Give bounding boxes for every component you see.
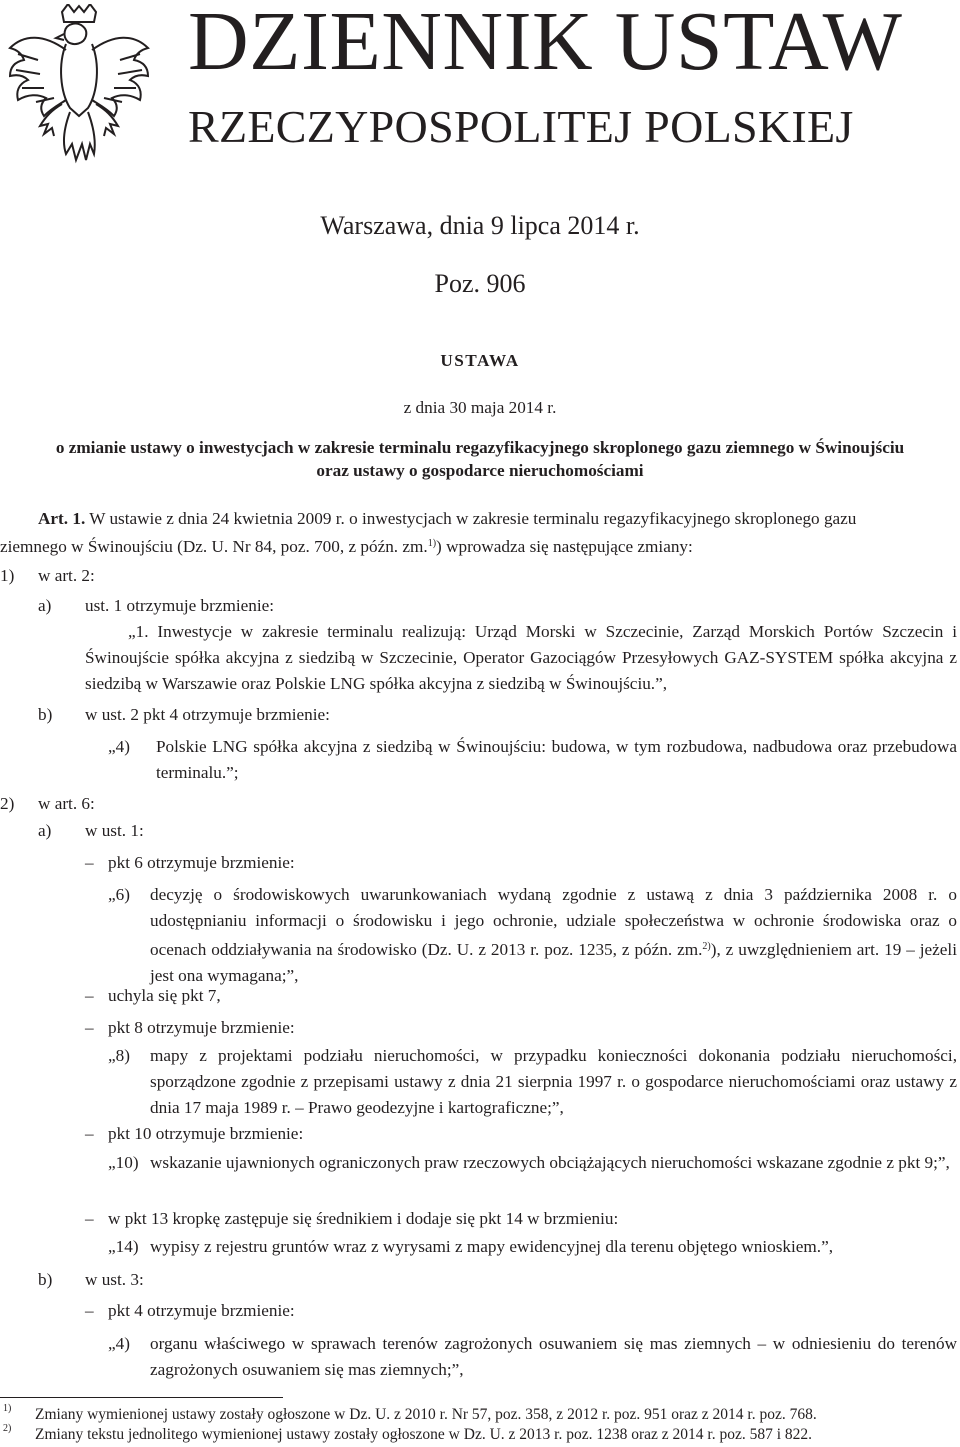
dash-2: – [85, 986, 94, 1005]
footnote-2-mark: 2) [3, 1423, 12, 1434]
quote-6-text-a: decyzję o środowiskowych uwarunkowaniach wydaną zgodnie z ustawą z dnia 3 października 2008 r. o udostępnianiu informacji o środowisku i jego ochronie, udziale społeczeństwa w ochronie środowiska oraz o ocenach oddziaływania na środowisko (Dz. U. z 2013 r. poz. 1235, z późn. zm. [150, 885, 957, 959]
quote-6-text-b: ), z uwzględnieniem art. 19 – jeżeli jest ona wymagana;”, [150, 940, 957, 985]
footnote-ref-1: 1) [427, 538, 437, 549]
dash-1-text: pkt 6 otrzymuje brzmienie: [108, 853, 295, 872]
item-1a-text: ust. 1 otrzymuje brzmienie: [85, 596, 275, 615]
quote-10-number: „10) [108, 1153, 139, 1172]
article-1-intro-text-a: ziemnego w Świnoujściu (Dz. U. Nr 84, poz. 700, z późn. zm. [0, 537, 428, 556]
quote-4b-text: organu właściwego w sprawach terenów zagrożonych osuwaniem się mas ziemnych – w odniesieniu do terenów zagrożonych osuwaniem się mas ziemnych;”, [150, 1334, 957, 1379]
gazette-title: DZIENNIK USTAW [188, 0, 903, 88]
item-1b-quote-text: Polskie LNG spółka akcyjna z siedzibą w Świnoujściu: budowa, w tym rozbudowa, nadbudowa oraz przebudowa terminalu.”; [156, 737, 957, 782]
item-1b-text: w ust. 2 pkt 4 otrzymuje brzmienie: [85, 705, 330, 724]
quote-6-number: „6) [108, 885, 130, 904]
article-1-intro-text: W ustawie z dnia 24 kwietnia 2009 r. o inwestycjach w zakresie terminalu regazyfikacyjnego skroplonego gazu [89, 509, 857, 528]
dash-3: – [85, 1018, 94, 1037]
item-1a-quote: „1. Inwestycje w zakresie terminalu realizują: Urząd Morski w Szczecinie, Zarząd Morskich Portów Szczecin i Świnoujście spółka akcyjna z siedzibą w Szczecinie, Operator Gazociągów Przesyłowych GAZ-SYSTEM spółka akcyjna z siedzibą w Warszawie oraz Polskie LNG spółka akcyjna z siedzibą w Świnoujściu.”, [85, 622, 957, 693]
gazette-subtitle: RZECZYPOSPOLITEJ POLSKIEJ [188, 101, 854, 152]
quote-8-text: mapy z projektami podziału nieruchomości, w przypadku konieczności dokonania podziału nieruchomości, sporządzone zgodnie z przepisami ustawy z dnia 21 sierpnia 1997 r. o gospodarce nieruchomościami oraz ustawy z dnia 17 maja 1989 r. – Prawo geodezyjne i kartograficzne;”, [150, 1046, 957, 1117]
dash-3-text: pkt 8 otrzymuje brzmienie: [108, 1018, 295, 1037]
quote-14-number: „14) [108, 1237, 139, 1256]
publication-date: Warszawa, dnia 9 lipca 2014 r. [320, 211, 640, 240]
footnote-2-text: Zmiany tekstu jednolitego wymienionej ustawy zostały ogłoszone w Dz. U. z 2013 r. poz. 1238 oraz z 2014 r. poz. 587 i 822. [35, 1426, 813, 1443]
footnote-ref-2: 2) [702, 941, 711, 952]
footnote-1-text: Zmiany wymienionej ustawy zostały ogłoszone w Dz. U. z 2010 r. Nr 57, poz. 358, z 2012 r. poz. 951 oraz z 2014 r. poz. 768. [35, 1406, 817, 1423]
item-1-number: 1) [0, 566, 15, 585]
polish-eagle-emblem-icon [4, 4, 154, 172]
item-2-number: 2) [0, 794, 15, 813]
item-2b-text: w ust. 3: [85, 1270, 144, 1289]
quote-4b-number: „4) [108, 1334, 130, 1353]
dash-4-text: pkt 10 otrzymuje brzmienie: [108, 1124, 304, 1143]
item-1-text: w art. 2: [38, 566, 95, 585]
quote-8-number: „8) [108, 1046, 130, 1065]
dash-6-text: pkt 4 otrzymuje brzmienie: [108, 1301, 295, 1320]
dash-6: – [85, 1301, 94, 1320]
act-title-line1: o zmianie ustawy o inwestycjach w zakresie terminalu regazyfikacyjnego skroplonego gazu ziemnego w Świnoujściu [55, 438, 905, 457]
item-1b-quote-number: „4) [108, 737, 130, 756]
item-2b-letter: b) [38, 1270, 53, 1289]
footnote-separator [0, 1397, 283, 1398]
quote-10-text: wskazanie ujawnionych ograniczonych praw rzeczowych obciążających nieruchomości wskazane zgodnie z pkt 9;”, [150, 1153, 950, 1172]
article-1-intro-line2 [0, 532, 693, 558]
dash-5-text: w pkt 13 kropkę zastępuje się średnikiem i dodaje się pkt 14 w brzmieniu: [108, 1209, 619, 1228]
act-type: USTAWA [440, 351, 520, 370]
act-title-line2: oraz ustawy o gospodarce nieruchomościami [316, 461, 644, 480]
dash-2-text: uchyla się pkt 7, [108, 986, 221, 1005]
article-1-intro-line1 [38, 507, 856, 530]
item-2-text: w art. 6: [38, 794, 95, 813]
item-2a-text: w ust. 1: [85, 821, 144, 840]
quote-14-text: wypisy z rejestru gruntów wraz z wyrysami z mapy ewidencyjnej dla terenu objętego wnioskiem.”, [150, 1237, 833, 1256]
footnote-1-mark: 1) [3, 1403, 12, 1414]
dash-4: – [85, 1124, 94, 1143]
item-2a-letter: a) [38, 821, 52, 840]
article-1-intro-text-b: ) wprowadza się następujące zmiany: [436, 537, 693, 556]
dash-1: – [85, 853, 94, 872]
dash-5: – [85, 1209, 94, 1228]
position-number: Poz. 906 [434, 269, 526, 298]
article-label: Art. 1. [38, 509, 86, 528]
item-1b-letter: b) [38, 705, 53, 724]
act-date: z dnia 30 maja 2014 r. [403, 398, 557, 417]
item-1a-letter: a) [38, 596, 52, 615]
quote-6-text [150, 882, 957, 989]
